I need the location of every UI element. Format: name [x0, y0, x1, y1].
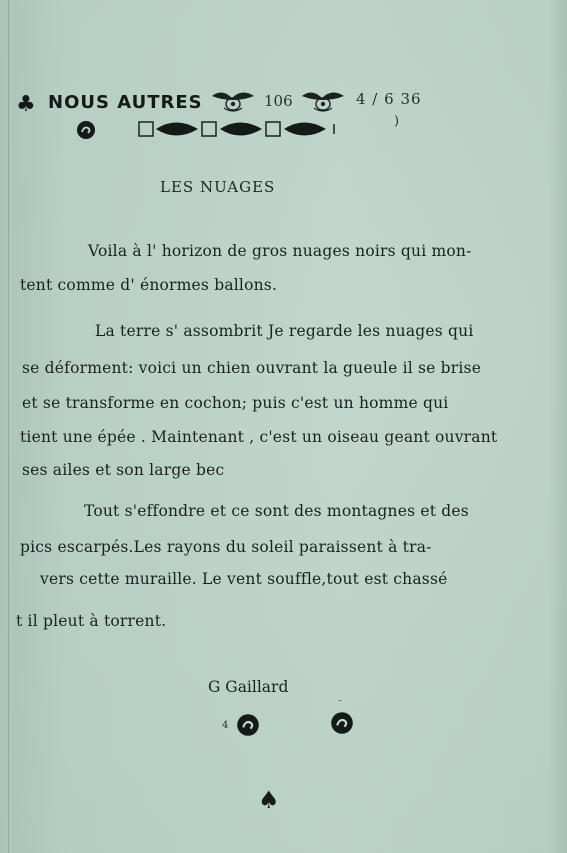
club-icon: ♣: [16, 92, 36, 117]
journal-header: [14, 86, 484, 146]
poem-line: La terre s' assombrit Je regarde les nuages qui: [95, 322, 474, 340]
poem-line: et se transforme en cochon; puis c'est un homme qui: [22, 394, 449, 412]
stray-mark: ): [394, 114, 400, 129]
swirl-icon: [330, 711, 354, 735]
winged-ornament-icon: [300, 86, 346, 114]
poem-title: LES NUAGES: [160, 178, 276, 196]
poem-line: se déforment: voici un chien ouvrant la gueule il se brise: [22, 359, 482, 377]
poem-line: ses ailes et son large bec: [22, 461, 225, 479]
spade-icon: ♠: [258, 786, 280, 814]
poem-line: tient une épée . Maintenant , c'est un oiseau geant ouvrant: [20, 428, 498, 446]
page-fold: [8, 0, 11, 853]
page-edge: [549, 0, 567, 853]
author-signature: G Gaillard: [208, 678, 289, 696]
poem-line: Tout s'effondre et ce sont des montagnes et des: [84, 502, 469, 520]
journal-title: NOUS AUTRES: [48, 92, 203, 113]
tiny-mark-icon: ˜: [338, 700, 343, 710]
poem-line: tent comme d' énormes ballons.: [20, 276, 278, 294]
winged-ornament-icon: [210, 86, 256, 114]
swirl-icon: [76, 120, 96, 140]
leaf-border-ornament: [138, 118, 348, 140]
page-mark: 4: [222, 720, 229, 731]
issue-number: 106: [264, 92, 293, 110]
poem-line: t il pleut à torrent.: [16, 612, 167, 630]
poem-line: Voila à l' horizon de gros nuages noirs qui mon-: [88, 242, 472, 260]
poem-line: pics escarpés.Les rayons du soleil paraissent à tra-: [20, 538, 432, 556]
issue-date: 4 / 6 36: [356, 90, 422, 108]
poem-line: vers cette muraille. Le vent souffle,tout est chassé: [40, 570, 448, 588]
swirl-icon: [236, 713, 260, 737]
